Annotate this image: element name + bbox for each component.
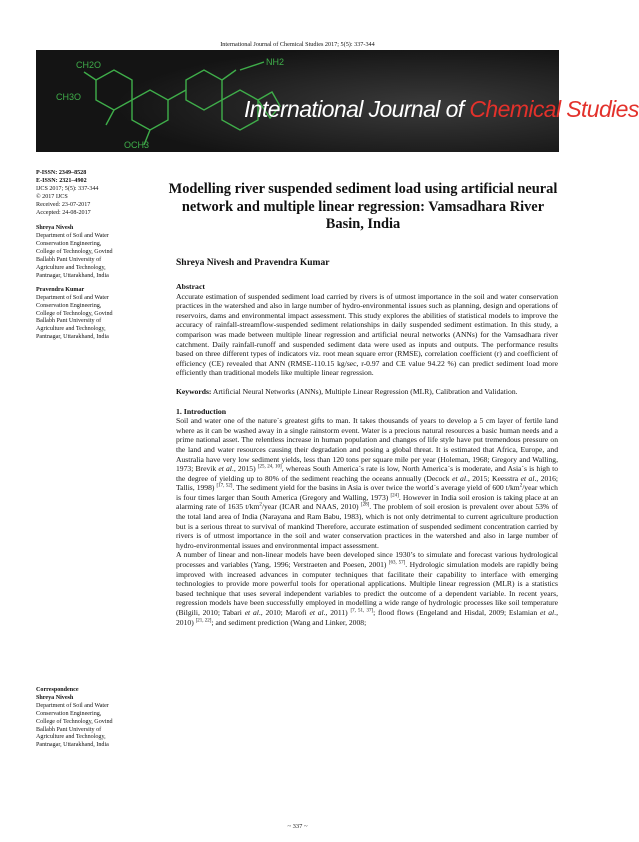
text-run: , whereas South America`s rate is low, North America`s is moderate, and Asia`s is high to the degree of yielding up to 80% of the sediment reaching the oceans annually (Decock [176,464,558,483]
citation-ref: 2 [519,483,523,489]
citation-ref: [28] [360,502,370,508]
text-run: et al [244,608,259,617]
aff-line: Pantnagar, Uttarakhand, India [36,742,109,749]
text-run: ., 2015; Keesstra [465,473,521,483]
aff-line: Department of Soil and Water [36,294,109,301]
text-run: . However in India soil erosion is taking place at an alarming rate of 1635 t/km [176,492,559,512]
running-head: International Journal of Chemical Studies 2017; 5(5): 337-344 [220,41,375,48]
intro-heading: 1. Introduction [176,406,227,416]
text-run: /year (ICAR and NAAS, 2010) [261,502,361,512]
aff-line: College of Technology, Govind [36,310,113,317]
citation-ref: [24] [390,493,399,499]
citation-ref: [7, 51, 37] [350,608,374,614]
meta-line: © 2017 IJCS [36,193,68,200]
text-run: ., 2015) [231,464,258,474]
correspondence-heading: Correspondence [36,687,79,693]
text-run: et al [452,473,466,483]
affiliation [36,225,162,280]
text-run: ; flood flows (Engeland and Hisdal, 2009; Eslamian [373,608,540,617]
abstract-heading: Abstract [176,282,206,291]
citation-ref: [17, 52] [216,483,233,489]
meta-line: Accepted: 24-08-2017 [36,209,91,216]
text-run: et al [539,608,555,617]
main-column [176,282,558,627]
text-run: ., 2010) [176,608,558,627]
author-name: Shreya Nivesh [36,225,74,232]
text-run: /year which is four times larger than South America (Gregory and Walling, 1973) [176,483,558,502]
author-name: Shreya Nivesh [36,694,74,701]
text-run: . Hydrologic simulation models are rapidly being improved with increased advances in computer techniques that facilitate their capability to interface with emerging technologies to provide more powerful tools for operational applications. Multiple linear regression (MLR) is a statistics based technique that uses several independent variables to predict the outcome of a dependent variable. In recent years, regression models have been successfully employed in modelling a wide range of hydrologic processes like soil temperature (Bilgili, 2010; Tabari [176,560,558,617]
text-run: et al [520,473,535,483]
aff-line: Ballabh Pant University of [36,726,102,733]
journal-banner [36,50,639,152]
chem-label: OCH3 [124,140,150,150]
correspondence [36,687,162,750]
meta-line: P-ISSN: 2349–8528 [36,170,87,176]
page-number: ~ 337 ~ [287,823,308,830]
aff-line: Conservation Engineering, [36,241,102,248]
intro-paragraph-1 [176,416,558,550]
aff-line: Department of Soil and Water [36,233,109,240]
chem-label: NH2 [266,57,285,67]
chem-label: CH2O [76,60,102,70]
article-meta [36,170,162,342]
text-run: ., 2016; Tallis, 1998) [176,473,558,493]
keywords [176,387,558,397]
aff-line: Pantnagar, Uttarakhand, India [36,334,109,341]
citation-ref: [21, 22] [195,618,212,624]
meta-line: Received: 23-07-2017 [36,201,91,208]
keywords-label: Keywords: [176,386,212,396]
citation-ref: 2 [259,502,262,508]
aff-line: Ballabh Pant University of [36,257,102,264]
aff-line: Agriculture and Technology, [36,734,106,741]
abstract-text: Accurate estimation of suspended sediment load carried by rivers is of utmost importance in the soil and water conservation practices in the watershed and also in large number of hydro-environmental issues such as planning, design and operations of reservoirs, dams and environmental impact assessment. This study explores the abilities of statistical models to improve the accuracy of rainfall-streamflow-suspended sediment relationships in daily suspended sediment estimation. In this study, a comparison was made between multiple linear regression and artificial neural networks (ANNs) for the Vamsadhara river catchment. Daily rainfall-runoff and suspended sediment data were used as inputs and outputs. The performance results based on three different types of indicators viz. root mean square error (RMSE), correlation coefficient (r) and coefficient of efficiency (CE) revealed that ANN (RMSE-110.15 kg/sec, r-0.97 and CE value 94.22 %) can predict sediment load more efficiently than traditional models like multiple linear regression. [176,291,558,378]
text-run: ., 2011) [323,608,351,617]
chem-label: CH3O [56,92,82,102]
text-run: . The sediment yield for the basins in Asia is over twice the world`s average yield of 600 t/km [232,483,520,493]
citation-ref: [25, 24, 10] [257,464,282,470]
author-name: Pravendra Kumar [36,286,85,293]
journal-name: International Journal of Chemical Studies [244,96,639,122]
paper-title: Modelling river suspended sediment load using artificial neural network and multiple linear regression: Vamsadhara River Basin, India [168,181,558,232]
aff-line: Conservation Engineering, [36,302,102,309]
text-run: . The problem of soil erosion is prevalent over about 53% of the total land area of India (Narayana and Ram Babu, 1983), which is not only detrimental to current agriculture production but is a serious threat to survival of mankind Therefore, accurate estimation of suspended sediment concentration carried by rivers is of utmost importance in the soil and water conservation practices in the watershed and also in large number of hydro-environmental issues and environmental impact assessment. [176,502,558,550]
text-run: A number of linear and non-linear models have been developed since 1930’s to simulate and forecast various hydrological processes and variables (Yang, 1996; Verstraeten and Poesen, 2001) [176,550,558,570]
keywords-text: Artificial Neural Networks (ANNs), Multiple Linear Regression (MLR), Calibration and Validation. [212,386,518,396]
aff-line: Department of Soil and Water [36,702,109,709]
aff-line: College of Technology, Govind [36,718,113,725]
text-run: ., 2010; Marofi [258,608,310,617]
aff-line: College of Technology, Govind [36,249,113,256]
citation-ref: [63, 57] [388,560,406,566]
aff-line: Agriculture and Technology, [36,264,106,271]
text-run: Soil and water one of the nature`s greatest gifts to man. It takes thousands of years to develop a 5 cm layer of fertile land where as it can be washed away in a single rainstorm event. Water is a precious natural resources a basic human needs and a prime national asset. The relentless increase in human population and changes of life style have put tremendous pressure on the land and water resources causing their degradation and posing a global threat. It is estimated that Africa, Europe, and Australia have very low sediment yields, less than 120 tons per square mile per year (Holeman, 1968; Gregory and Walling, 1973; Brevik [176,416,558,474]
aff-line: Agriculture and Technology, [36,326,106,333]
text-run: et al [309,608,324,617]
intro-paragraph-2 [176,550,558,627]
aff-line: Ballabh Pant University of [36,318,102,325]
meta-line: E-ISSN: 2321–4902 [36,177,87,184]
aff-line: Conservation Engineering, [36,710,102,717]
affiliation [36,287,162,342]
aff-line: Pantnagar, Uttarakhand, India [36,272,109,279]
author-list: Shreya Nivesh and Pravendra Kumar [176,258,330,268]
text-run: ; and sediment prediction (Wang and Linker, 2008; [211,617,367,627]
meta-line: IJCS 2017; 5(5): 337-344 [36,185,99,192]
text-run: et al [218,464,232,474]
